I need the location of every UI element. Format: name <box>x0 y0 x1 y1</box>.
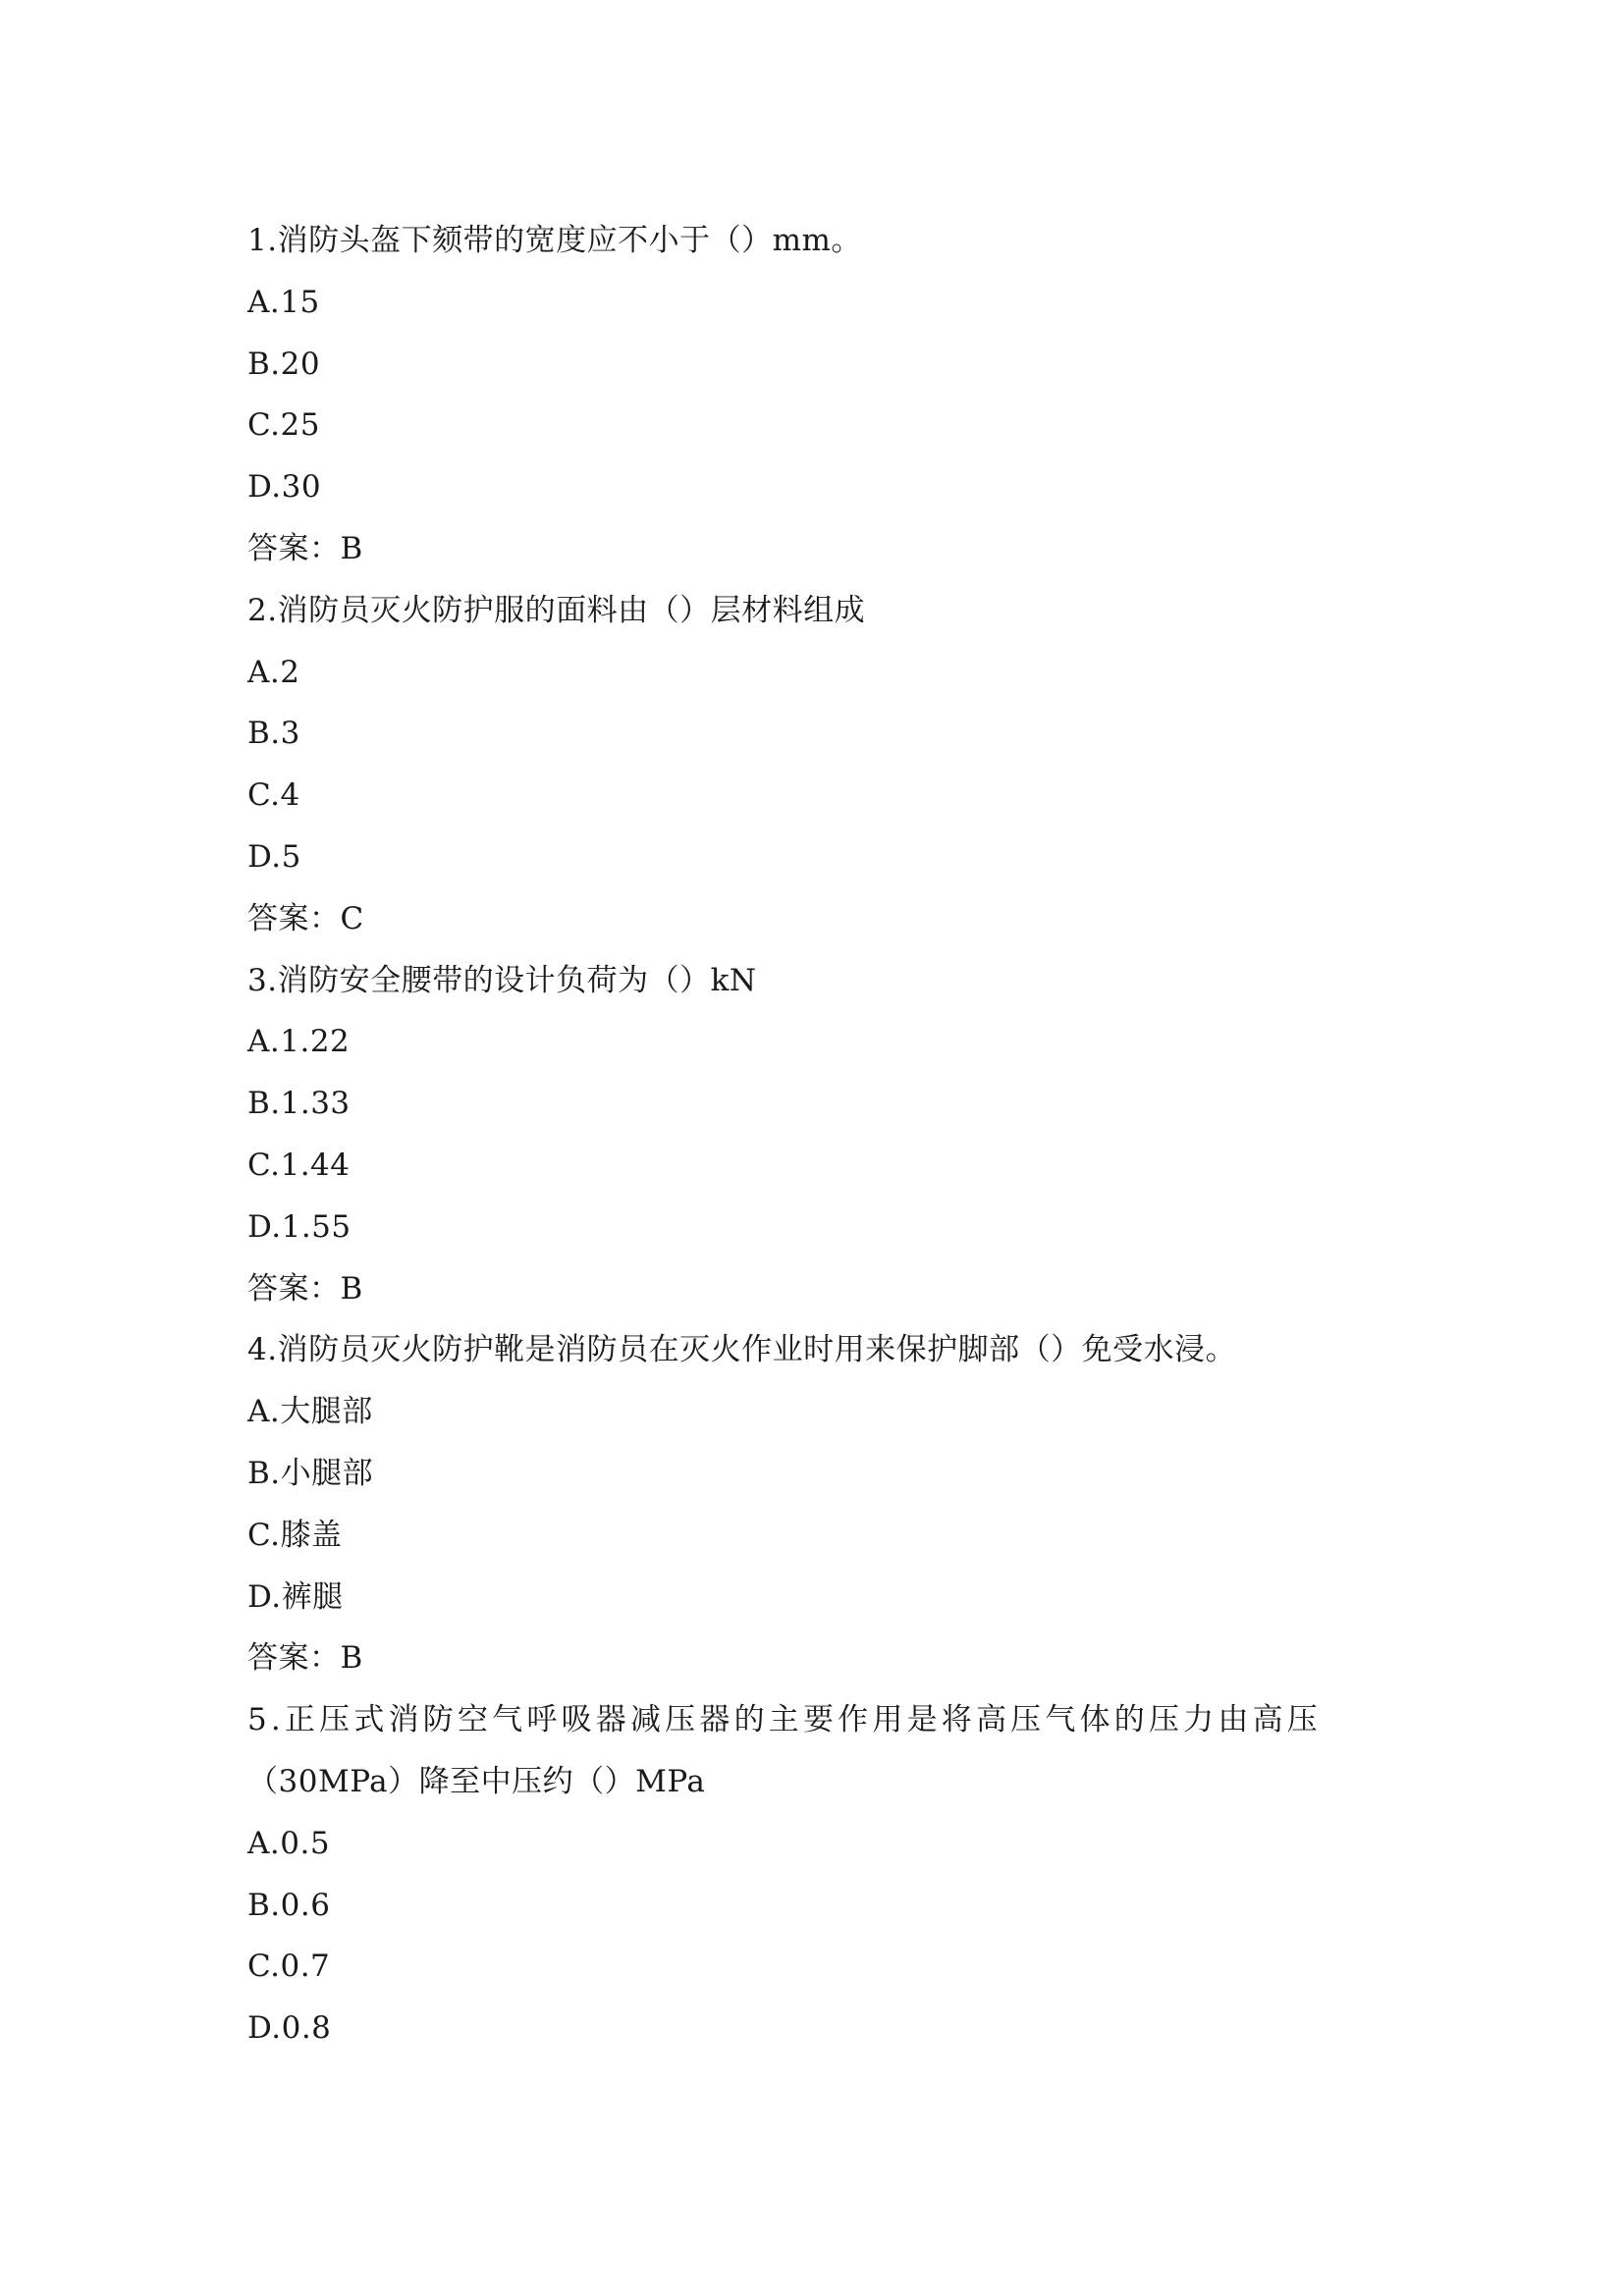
question-5-option-d: D.0.8 <box>247 2010 332 2047</box>
question-1-option-d: D.30 <box>247 469 322 506</box>
question-3-option-c: C.1.44 <box>247 1147 351 1183</box>
question-1-option-c: C.25 <box>247 407 320 444</box>
question-2-option-c: C.4 <box>247 777 300 814</box>
question-3-answer: 答案：B <box>247 1270 363 1307</box>
question-2-option-a: A.2 <box>247 654 300 690</box>
question-2-option-b: B.3 <box>247 716 300 752</box>
question-5-text-line-2: （30MPa）降至中压约（）MPa <box>247 1763 706 1799</box>
question-list <box>247 210 1386 2059</box>
question-5-text-line-1: 5.正压式消防空气呼吸器减压器的主要作用是将高压气体的压力由高压 <box>247 1702 1322 1738</box>
question-2-text: 2.消防员灭火防护服的面料由（）层材料组成 <box>247 592 866 628</box>
question-5-option-a: A.0.5 <box>247 1825 331 1861</box>
question-2-answer: 答案：C <box>247 900 364 936</box>
question-3-option-a: A.1.22 <box>247 1024 351 1060</box>
question-1-option-a: A.15 <box>247 284 320 320</box>
question-2-option-d: D.5 <box>247 838 301 875</box>
question-4-option-c: C.膝盖 <box>247 1517 343 1553</box>
question-1-text: 1.消防头盔下颏带的宽度应不小于（）mm。 <box>247 223 862 258</box>
question-4-option-a: A.大腿部 <box>247 1394 373 1430</box>
question-3-option-b: B.1.33 <box>247 1086 351 1122</box>
question-1-answer: 答案：B <box>247 530 363 566</box>
question-4-option-d: D.裤腿 <box>247 1578 344 1615</box>
question-5-option-b: B.0.6 <box>247 1887 331 1923</box>
question-3-text: 3.消防安全腰带的设计负荷为（）kN <box>247 962 757 998</box>
question-3-option-d: D.1.55 <box>247 1208 352 1245</box>
question-4-text: 4.消防员灭火防护靴是消防员在灭火作业时用来保护脚部（）免受水浸。 <box>247 1332 1237 1368</box>
question-1-option-b: B.20 <box>247 346 321 382</box>
question-4-option-b: B.小腿部 <box>247 1455 374 1491</box>
question-4-answer: 答案：B <box>247 1640 363 1677</box>
question-5-option-c: C.0.7 <box>247 1949 331 1985</box>
